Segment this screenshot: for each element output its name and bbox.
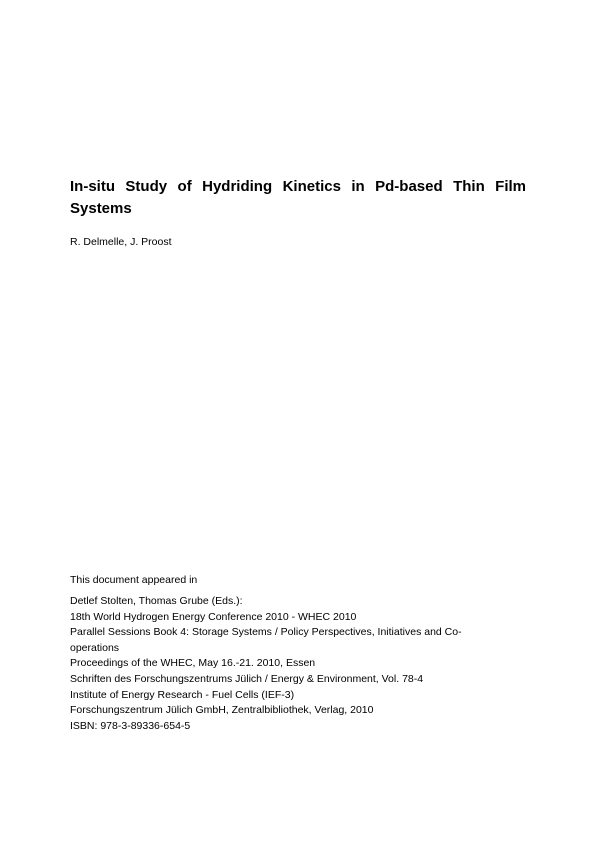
publication-intro: This document appeared in: [70, 574, 198, 586]
document-title: [70, 176, 526, 220]
publication-info: [70, 573, 528, 734]
title-line-2: Systems: [70, 200, 132, 217]
authors: R. Delmelle, J. Proost: [70, 236, 172, 248]
series-line: Schriften des Forschungszentrums Jülich / Energy & Environment, Vol. 78-4: [70, 672, 424, 685]
editors-line: Detlef Stolten, Thomas Grube (Eds.):: [70, 595, 243, 607]
institute-line: Institute of Energy Research - Fuel Cells (IEF-3): [70, 688, 295, 701]
book-line-continued: operations: [70, 641, 120, 654]
publisher-line: Forschungszentrum Jülich GmbH, Zentralbibliothek, Verlag, 2010: [70, 704, 374, 717]
proceedings-line: Proceedings of the WHEC, May 16.-21. 2010, Essen: [70, 657, 316, 670]
book-line: Parallel Sessions Book 4: Storage Systems / Policy Perspectives, Initiatives and Co-: [70, 626, 462, 639]
title-line-1: In-situ Study of Hydriding Kinetics in Pd-based Thin Film: [70, 178, 526, 195]
isbn-line: ISBN: 978-3-89336-654-5: [70, 719, 191, 732]
conference-line: 18th World Hydrogen Energy Conference 2010 - WHEC 2010: [70, 610, 357, 623]
